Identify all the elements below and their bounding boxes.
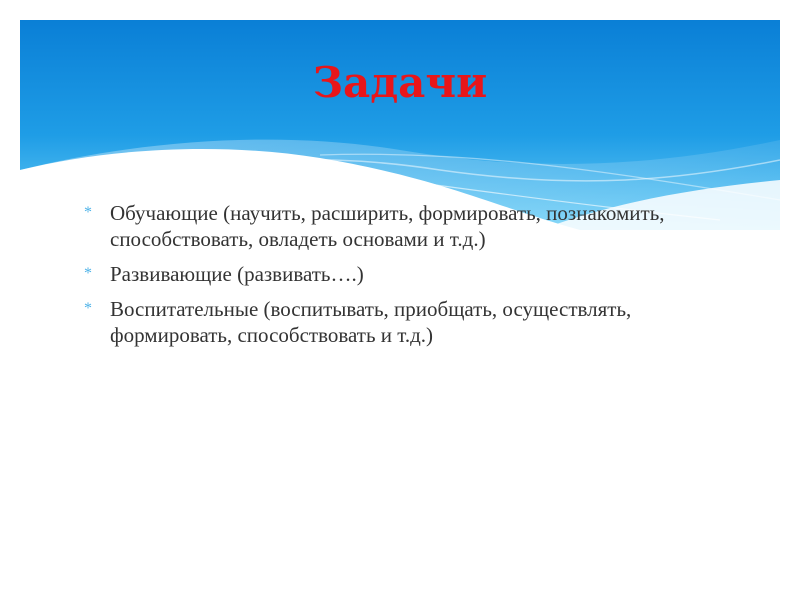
bullet-item: [84, 296, 724, 348]
asterisk-bullet-icon: *: [84, 204, 92, 221]
slide-title: Задачи: [312, 58, 488, 107]
asterisk-bullet-icon: *: [84, 300, 92, 317]
bullet-text: Воспитательные (воспитывать, приобщать, осуществлять, формировать, способствовать и т.д.): [110, 297, 632, 347]
bullet-text: Обучающие (научить, расширить, формировать, познакомить, способствовать, овладеть основами и т.д.): [110, 201, 665, 251]
sky-wave-header: [20, 20, 780, 230]
bullet-text: Развивающие (развивать….): [110, 262, 364, 286]
bullet-list: [84, 200, 724, 357]
bullet-item: [84, 261, 724, 287]
asterisk-bullet-icon: *: [84, 265, 92, 282]
bullet-item: [84, 200, 724, 252]
